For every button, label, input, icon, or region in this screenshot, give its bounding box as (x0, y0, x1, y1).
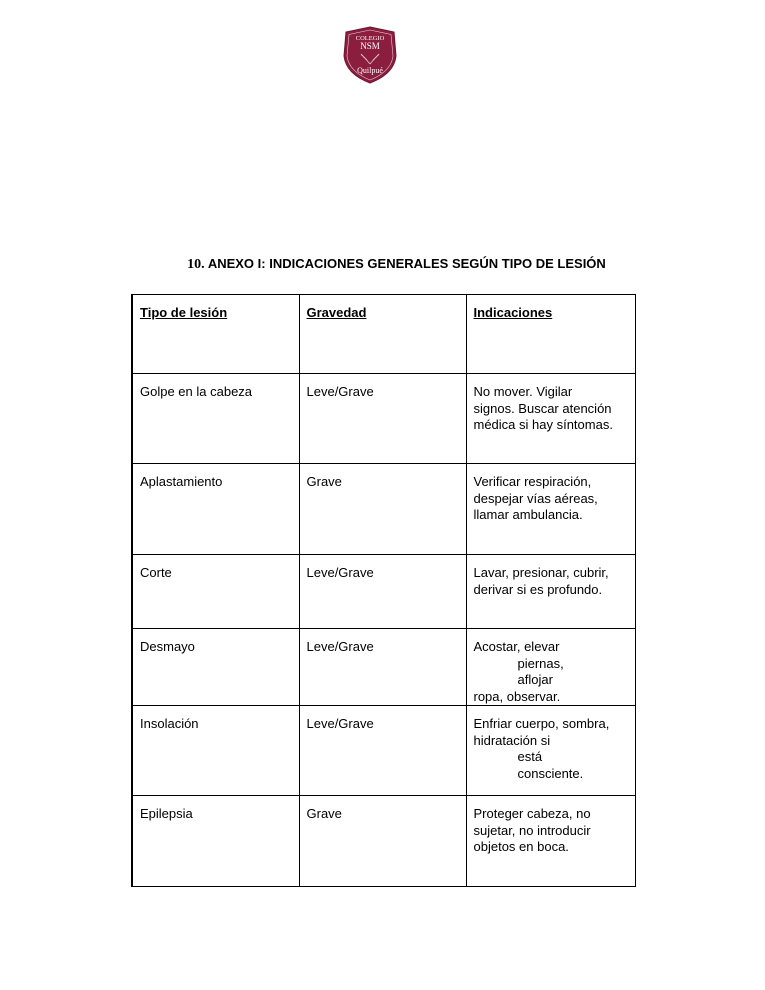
school-crest-logo (342, 26, 398, 84)
ind-line: hidratación si (473, 732, 551, 748)
ind-line: ropa, observar. (473, 688, 561, 704)
ind-line: está consciente. (517, 749, 584, 781)
ind-line: Enfriar cuerpo, sombra, (473, 716, 610, 731)
logo-line-1: COLEGIO (355, 35, 385, 42)
cell-tipo: Insolación (132, 706, 299, 796)
ind-line: despejar vías aéreas, (473, 490, 598, 506)
ind-line: Verificar respiración, (473, 474, 592, 489)
ind-line: sujetar, no introducir (473, 822, 591, 838)
logo-line-3: Quilpué (357, 66, 383, 75)
injury-table (131, 294, 636, 887)
section-number: 10. (187, 257, 205, 272)
cell-indicaciones (466, 796, 635, 887)
ind-line: piernas, aflojar (517, 655, 564, 687)
cell-gravedad: Leve/Grave (299, 629, 466, 706)
header-tipo: Tipo de lesión (132, 295, 299, 374)
cell-indicaciones (466, 374, 635, 464)
ind-line: No mover. Vigilar (473, 384, 573, 399)
logo-line-2: NSM (360, 41, 380, 51)
cell-gravedad: Grave (299, 464, 466, 555)
table-row (132, 706, 635, 796)
section-title (0, 256, 765, 273)
cell-gravedad: Leve/Grave (299, 555, 466, 629)
ind-line: llamar ambulancia. (473, 507, 583, 522)
cell-indicaciones (466, 555, 635, 629)
ind-line: objetos en boca. (473, 839, 569, 854)
ind-line: médica si hay síntomas. (473, 417, 613, 432)
header-indicaciones: Indicaciones (466, 295, 635, 374)
table-row (132, 629, 635, 706)
cell-tipo: Golpe en la cabeza (132, 374, 299, 464)
ind-line: Proteger cabeza, no (473, 806, 591, 821)
cell-indicaciones (466, 706, 635, 796)
ind-line: Acostar, elevar (473, 639, 560, 654)
cell-tipo: Epilepsia (132, 796, 299, 887)
cell-tipo: Aplastamiento (132, 464, 299, 555)
cell-indicaciones (466, 464, 635, 555)
ind-line: signos. Buscar atención (473, 400, 612, 416)
table-row (132, 555, 635, 629)
section-title-text: ANEXO I: INDICACIONES GENERALES SEGÚN TIPO DE LESIÓN (207, 256, 606, 271)
header-gravedad: Gravedad (299, 295, 466, 374)
cell-gravedad: Leve/Grave (299, 706, 466, 796)
cell-gravedad: Leve/Grave (299, 374, 466, 464)
cell-tipo: Corte (132, 555, 299, 629)
table-row (132, 796, 635, 887)
table-row (132, 374, 635, 464)
cell-indicaciones (466, 629, 635, 706)
ind-line: derivar si es profundo. (473, 581, 603, 597)
cell-tipo: Desmayo (132, 629, 299, 706)
table-header-row (132, 295, 635, 374)
cell-gravedad: Grave (299, 796, 466, 887)
table-row (132, 464, 635, 555)
ind-line: Lavar, presionar, cubrir, (473, 565, 609, 580)
